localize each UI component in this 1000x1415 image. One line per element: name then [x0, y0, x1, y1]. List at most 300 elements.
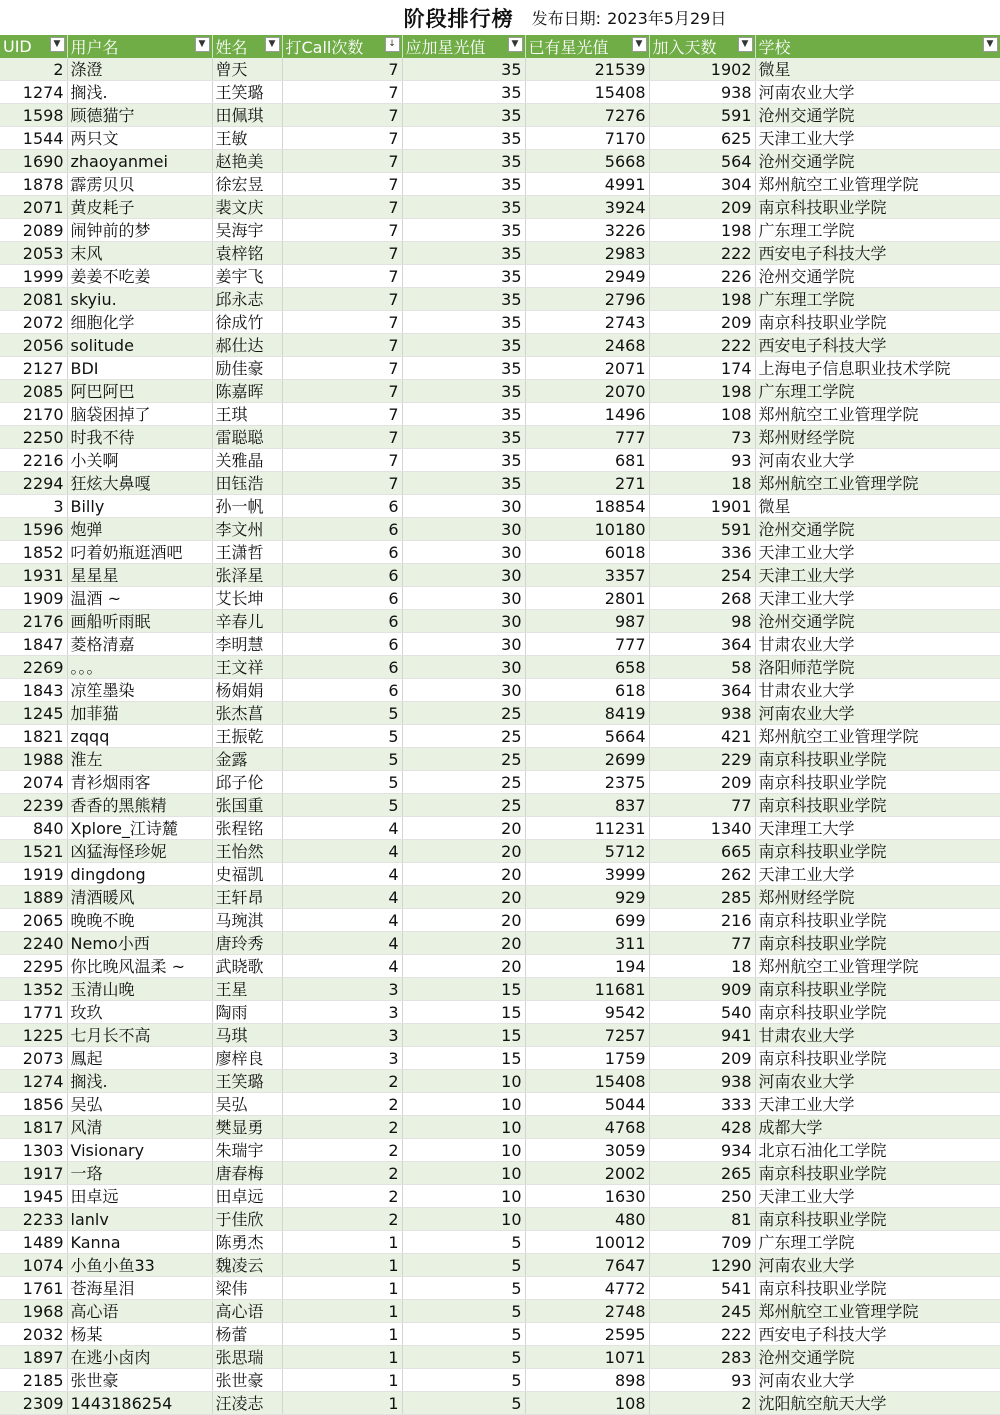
table-row: [0, 886, 1000, 909]
cell-star-owned: 7170: [525, 127, 649, 150]
cell-realname: 吴弘: [212, 1093, 282, 1116]
cell-realname: 吴海宇: [212, 219, 282, 242]
cell-star-owned: 3357: [525, 564, 649, 587]
cell-username: 菱格清嘉: [67, 633, 212, 656]
cell-star-to-add: 35: [402, 334, 525, 357]
cell-uid: 1544: [0, 127, 67, 150]
cell-uid: 1945: [0, 1185, 67, 1208]
cell-school: 南京科技职业学院: [755, 932, 1000, 955]
cell-star-to-add: 10: [402, 1093, 525, 1116]
cell-call-count: 7: [282, 334, 402, 357]
cell-realname: 金露: [212, 748, 282, 771]
cell-days-joined: 364: [649, 679, 755, 702]
cell-star-owned: 658: [525, 656, 649, 679]
cell-star-owned: 5668: [525, 150, 649, 173]
filter-dropdown-icon[interactable]: ▼: [508, 37, 523, 52]
publish-date: 2023年5月29日: [607, 9, 727, 28]
cell-star-to-add: 10: [402, 1139, 525, 1162]
cell-uid: 1274: [0, 81, 67, 104]
cell-school: 南京科技职业学院: [755, 1047, 1000, 1070]
cell-uid: 1771: [0, 1001, 67, 1024]
table-row: [0, 541, 1000, 564]
cell-realname: 辛春儿: [212, 610, 282, 633]
column-header-label: UID: [3, 37, 32, 56]
cell-realname: 陈勇杰: [212, 1231, 282, 1254]
ranking-table: [0, 35, 1000, 1415]
table-row: [0, 1047, 1000, 1070]
cell-star-owned: 777: [525, 426, 649, 449]
cell-star-owned: 6018: [525, 541, 649, 564]
cell-realname: 王文祥: [212, 656, 282, 679]
cell-star-to-add: 25: [402, 702, 525, 725]
cell-days-joined: 2: [649, 1392, 755, 1415]
cell-uid: 2176: [0, 610, 67, 633]
cell-call-count: 7: [282, 127, 402, 150]
cell-school: 郑州航空工业管理学院: [755, 725, 1000, 748]
cell-username: 涤澄: [67, 58, 212, 81]
table-row: [0, 81, 1000, 104]
cell-call-count: 1: [282, 1323, 402, 1346]
cell-star-to-add: 35: [402, 58, 525, 81]
cell-call-count: 6: [282, 656, 402, 679]
cell-uid: 1999: [0, 265, 67, 288]
cell-star-to-add: 30: [402, 587, 525, 610]
cell-username: 狂炫大鼻嘎: [67, 472, 212, 495]
cell-call-count: 4: [282, 932, 402, 955]
cell-star-to-add: 35: [402, 472, 525, 495]
cell-call-count: 7: [282, 265, 402, 288]
cell-realname: 徐宏昱: [212, 173, 282, 196]
table-row: [0, 978, 1000, 1001]
cell-days-joined: 1902: [649, 58, 755, 81]
cell-realname: 李文州: [212, 518, 282, 541]
cell-star-owned: 1496: [525, 403, 649, 426]
cell-school: 西安电子科技大学: [755, 334, 1000, 357]
cell-days-joined: 222: [649, 1323, 755, 1346]
cell-uid: 1856: [0, 1093, 67, 1116]
cell-call-count: 4: [282, 863, 402, 886]
publish-date-label: 发布日期:: [531, 9, 602, 28]
cell-star-owned: 3226: [525, 219, 649, 242]
cell-username: Xplore_江诗麓: [67, 817, 212, 840]
cell-username: 苍海星泪: [67, 1277, 212, 1300]
cell-username: 七月长不高: [67, 1024, 212, 1047]
sort-descending-filter-icon[interactable]: ↓: [385, 37, 400, 52]
cell-username: 小关啊: [67, 449, 212, 472]
cell-star-to-add: 25: [402, 794, 525, 817]
table-row: [0, 1185, 1000, 1208]
column-header-label: 姓名: [215, 38, 248, 57]
cell-uid: 2240: [0, 932, 67, 955]
cell-realname: 杨娟娟: [212, 679, 282, 702]
cell-school: 微星: [755, 495, 1000, 518]
cell-realname: 魏凌云: [212, 1254, 282, 1277]
cell-call-count: 3: [282, 1047, 402, 1070]
cell-realname: 裴文庆: [212, 196, 282, 219]
cell-star-to-add: 5: [402, 1300, 525, 1323]
table-row: [0, 265, 1000, 288]
cell-realname: 郝仕达: [212, 334, 282, 357]
cell-call-count: 6: [282, 679, 402, 702]
cell-realname: 陶雨: [212, 1001, 282, 1024]
cell-uid: 2085: [0, 380, 67, 403]
cell-username: 两只文: [67, 127, 212, 150]
cell-star-to-add: 5: [402, 1392, 525, 1415]
cell-star-to-add: 5: [402, 1277, 525, 1300]
cell-days-joined: 336: [649, 541, 755, 564]
cell-uid: 2294: [0, 472, 67, 495]
column-header-label: 加入天数: [652, 38, 717, 57]
cell-call-count: 7: [282, 219, 402, 242]
cell-star-to-add: 35: [402, 81, 525, 104]
cell-school: 沧州交通学院: [755, 104, 1000, 127]
cell-school: 天津理工大学: [755, 817, 1000, 840]
table-row: [0, 1162, 1000, 1185]
cell-star-owned: 108: [525, 1392, 649, 1415]
cell-username: 淮左: [67, 748, 212, 771]
table-row: [0, 1116, 1000, 1139]
cell-star-owned: 5712: [525, 840, 649, 863]
cell-school: 南京科技职业学院: [755, 1277, 1000, 1300]
cell-username: 鳳起: [67, 1047, 212, 1070]
cell-uid: 1690: [0, 150, 67, 173]
cell-uid: 1878: [0, 173, 67, 196]
cell-call-count: 6: [282, 518, 402, 541]
cell-call-count: 1: [282, 1346, 402, 1369]
cell-star-owned: 5044: [525, 1093, 649, 1116]
cell-realname: 王振乾: [212, 725, 282, 748]
cell-star-owned: 618: [525, 679, 649, 702]
cell-school: 沧州交通学院: [755, 150, 1000, 173]
cell-star-to-add: 35: [402, 380, 525, 403]
cell-username: zhaoyanmei: [67, 150, 212, 173]
cell-school: 沧州交通学院: [755, 518, 1000, 541]
cell-star-to-add: 20: [402, 932, 525, 955]
cell-star-to-add: 15: [402, 1024, 525, 1047]
cell-star-to-add: 5: [402, 1346, 525, 1369]
filter-dropdown-icon[interactable]: ▼: [50, 37, 65, 52]
cell-days-joined: 209: [649, 1047, 755, 1070]
cell-star-owned: 3999: [525, 863, 649, 886]
cell-school: 天津工业大学: [755, 564, 1000, 587]
filter-dropdown-icon[interactable]: ▼: [265, 37, 280, 52]
cell-days-joined: 1290: [649, 1254, 755, 1277]
table-row: [0, 472, 1000, 495]
title-bar: [0, 0, 1000, 35]
cell-star-owned: 1630: [525, 1185, 649, 1208]
cell-call-count: 7: [282, 403, 402, 426]
cell-uid: 1917: [0, 1162, 67, 1185]
column-header-label: 已有星光值: [528, 38, 609, 57]
cell-school: 微星: [755, 58, 1000, 81]
table-row: [0, 702, 1000, 725]
cell-username: 叼着奶瓶逛酒吧: [67, 541, 212, 564]
cell-star-owned: 1759: [525, 1047, 649, 1070]
cell-days-joined: 209: [649, 771, 755, 794]
cell-school: 南京科技职业学院: [755, 311, 1000, 334]
column-header-label: 打Call次数: [285, 38, 364, 57]
cell-school: 沈阳航空航天大学: [755, 1392, 1000, 1415]
cell-username: 黄皮耗子: [67, 196, 212, 219]
filter-dropdown-icon[interactable]: ▼: [738, 37, 753, 52]
cell-school: 郑州航空工业管理学院: [755, 1300, 1000, 1323]
cell-star-owned: 2070: [525, 380, 649, 403]
cell-uid: 2065: [0, 909, 67, 932]
cell-days-joined: 591: [649, 518, 755, 541]
cell-days-joined: 58: [649, 656, 755, 679]
cell-call-count: 7: [282, 81, 402, 104]
cell-school: 郑州财经学院: [755, 886, 1000, 909]
cell-days-joined: 364: [649, 633, 755, 656]
cell-star-owned: 2949: [525, 265, 649, 288]
cell-star-owned: 2699: [525, 748, 649, 771]
cell-uid: 1074: [0, 1254, 67, 1277]
cell-star-to-add: 35: [402, 311, 525, 334]
column-header-username: [67, 35, 212, 58]
table-row: [0, 748, 1000, 771]
cell-realname: 张世豪: [212, 1369, 282, 1392]
cell-realname: 邱子伦: [212, 771, 282, 794]
cell-star-to-add: 30: [402, 633, 525, 656]
cell-star-owned: 929: [525, 886, 649, 909]
cell-username: dingdong: [67, 863, 212, 886]
cell-star-owned: 2002: [525, 1162, 649, 1185]
cell-days-joined: 250: [649, 1185, 755, 1208]
cell-star-owned: 2468: [525, 334, 649, 357]
cell-username: 玉清山晚: [67, 978, 212, 1001]
cell-realname: 陈嘉晖: [212, 380, 282, 403]
cell-realname: 王敏: [212, 127, 282, 150]
cell-call-count: 7: [282, 104, 402, 127]
table-row: [0, 656, 1000, 679]
cell-days-joined: 938: [649, 1070, 755, 1093]
cell-realname: 王怡然: [212, 840, 282, 863]
cell-username: Billy: [67, 495, 212, 518]
cell-uid: 840: [0, 817, 67, 840]
cell-call-count: 7: [282, 426, 402, 449]
cell-username: solitude: [67, 334, 212, 357]
table-body: [0, 58, 1000, 1415]
cell-username: 清酒暖风: [67, 886, 212, 909]
cell-days-joined: 198: [649, 380, 755, 403]
cell-school: 上海电子信息职业技术学院: [755, 357, 1000, 380]
cell-star-owned: 699: [525, 909, 649, 932]
table-row: [0, 334, 1000, 357]
cell-uid: 2233: [0, 1208, 67, 1231]
cell-star-owned: 18854: [525, 495, 649, 518]
cell-school: 南京科技职业学院: [755, 794, 1000, 817]
cell-star-to-add: 5: [402, 1231, 525, 1254]
cell-days-joined: 18: [649, 955, 755, 978]
cell-call-count: 4: [282, 886, 402, 909]
cell-call-count: 1: [282, 1277, 402, 1300]
cell-school: 甘肃农业大学: [755, 633, 1000, 656]
cell-school: 河南农业大学: [755, 702, 1000, 725]
cell-uid: 1817: [0, 1116, 67, 1139]
cell-realname: 关雅晶: [212, 449, 282, 472]
cell-uid: 1245: [0, 702, 67, 725]
cell-star-to-add: 35: [402, 219, 525, 242]
cell-star-owned: 2595: [525, 1323, 649, 1346]
cell-school: 成都大学: [755, 1116, 1000, 1139]
cell-uid: 1968: [0, 1300, 67, 1323]
cell-username: 香香的黑熊精: [67, 794, 212, 817]
cell-call-count: 1: [282, 1300, 402, 1323]
cell-realname: 王潇哲: [212, 541, 282, 564]
cell-school: 沧州交通学院: [755, 265, 1000, 288]
cell-school: 郑州航空工业管理学院: [755, 403, 1000, 426]
table-row: [0, 426, 1000, 449]
cell-uid: 2081: [0, 288, 67, 311]
cell-school: 郑州航空工业管理学院: [755, 173, 1000, 196]
table-row: [0, 357, 1000, 380]
cell-call-count: 2: [282, 1208, 402, 1231]
cell-call-count: 6: [282, 541, 402, 564]
column-header-star-to-add: [402, 35, 525, 58]
cell-username: 画船听雨眠: [67, 610, 212, 633]
table-row: [0, 587, 1000, 610]
cell-uid: 2056: [0, 334, 67, 357]
cell-days-joined: 421: [649, 725, 755, 748]
cell-school: 天津工业大学: [755, 587, 1000, 610]
cell-username: 小鱼小鱼33: [67, 1254, 212, 1277]
table-row: [0, 1139, 1000, 1162]
cell-realname: 张杰菖: [212, 702, 282, 725]
cell-star-owned: 10012: [525, 1231, 649, 1254]
cell-call-count: 7: [282, 357, 402, 380]
cell-realname: 张思瑞: [212, 1346, 282, 1369]
cell-realname: 王星: [212, 978, 282, 1001]
cell-days-joined: 93: [649, 1369, 755, 1392]
cell-star-to-add: 15: [402, 978, 525, 1001]
cell-school: 沧州交通学院: [755, 1346, 1000, 1369]
cell-call-count: 5: [282, 771, 402, 794]
cell-username: BDI: [67, 357, 212, 380]
cell-school: 广东理工学院: [755, 288, 1000, 311]
cell-school: 河南农业大学: [755, 449, 1000, 472]
cell-star-to-add: 5: [402, 1254, 525, 1277]
cell-star-to-add: 20: [402, 817, 525, 840]
cell-uid: 1598: [0, 104, 67, 127]
cell-username: 霹雳贝贝: [67, 173, 212, 196]
cell-uid: 1909: [0, 587, 67, 610]
cell-star-to-add: 10: [402, 1070, 525, 1093]
column-header-star-owned: [525, 35, 649, 58]
cell-uid: 1988: [0, 748, 67, 771]
table-row: [0, 1254, 1000, 1277]
cell-username: 末风: [67, 242, 212, 265]
cell-school: 广东理工学院: [755, 380, 1000, 403]
cell-username: Nemo小西: [67, 932, 212, 955]
cell-star-owned: 2743: [525, 311, 649, 334]
table-row: [0, 1093, 1000, 1116]
cell-days-joined: 268: [649, 587, 755, 610]
cell-star-to-add: 10: [402, 1185, 525, 1208]
cell-call-count: 5: [282, 702, 402, 725]
table-row: [0, 1277, 1000, 1300]
cell-realname: 张程铭: [212, 817, 282, 840]
cell-star-to-add: 25: [402, 725, 525, 748]
cell-school: 甘肃农业大学: [755, 679, 1000, 702]
column-header-uid: [0, 35, 67, 58]
cell-star-owned: 5664: [525, 725, 649, 748]
table-row: [0, 449, 1000, 472]
cell-school: 南京科技职业学院: [755, 1162, 1000, 1185]
cell-uid: 1274: [0, 1070, 67, 1093]
cell-days-joined: 265: [649, 1162, 755, 1185]
cell-star-owned: 2801: [525, 587, 649, 610]
cell-uid: 1889: [0, 886, 67, 909]
cell-star-owned: 7647: [525, 1254, 649, 1277]
table-row: [0, 219, 1000, 242]
cell-uid: 1847: [0, 633, 67, 656]
cell-uid: 1897: [0, 1346, 67, 1369]
column-header-label: 用户名: [70, 38, 119, 57]
cell-realname: 武晓歌: [212, 955, 282, 978]
cell-school: 南京科技职业学院: [755, 840, 1000, 863]
cell-call-count: 7: [282, 173, 402, 196]
cell-uid: 2185: [0, 1369, 67, 1392]
filter-dropdown-icon[interactable]: ▼: [632, 37, 647, 52]
cell-username: 时我不待: [67, 426, 212, 449]
cell-username: zqqq: [67, 725, 212, 748]
cell-call-count: 4: [282, 840, 402, 863]
cell-star-owned: 4768: [525, 1116, 649, 1139]
cell-call-count: 7: [282, 472, 402, 495]
cell-realname: 马琬淇: [212, 909, 282, 932]
cell-school: 西安电子科技大学: [755, 242, 1000, 265]
cell-uid: 1352: [0, 978, 67, 1001]
cell-realname: 梁伟: [212, 1277, 282, 1300]
table-row: [0, 1300, 1000, 1323]
cell-realname: 赵艳美: [212, 150, 282, 173]
cell-school: 南京科技职业学院: [755, 748, 1000, 771]
table-row: [0, 495, 1000, 518]
cell-star-to-add: 25: [402, 748, 525, 771]
cell-call-count: 4: [282, 817, 402, 840]
cell-school: 郑州航空工业管理学院: [755, 472, 1000, 495]
cell-star-owned: 9542: [525, 1001, 649, 1024]
cell-star-to-add: 30: [402, 564, 525, 587]
cell-username: 脑袋困掉了: [67, 403, 212, 426]
cell-days-joined: 283: [649, 1346, 755, 1369]
filter-dropdown-icon[interactable]: ▼: [983, 37, 998, 52]
cell-star-owned: 2071: [525, 357, 649, 380]
cell-star-to-add: 20: [402, 886, 525, 909]
cell-realname: 邱永志: [212, 288, 282, 311]
cell-uid: 1303: [0, 1139, 67, 1162]
cell-uid: 2071: [0, 196, 67, 219]
cell-star-owned: 15408: [525, 81, 649, 104]
table-row: [0, 127, 1000, 150]
cell-days-joined: 222: [649, 334, 755, 357]
cell-days-joined: 564: [649, 150, 755, 173]
cell-school: 北京石油化工学院: [755, 1139, 1000, 1162]
cell-uid: 2127: [0, 357, 67, 380]
cell-realname: 张泽星: [212, 564, 282, 587]
cell-realname: 袁梓铭: [212, 242, 282, 265]
cell-uid: 2072: [0, 311, 67, 334]
cell-uid: 1596: [0, 518, 67, 541]
cell-star-owned: 7257: [525, 1024, 649, 1047]
cell-star-to-add: 35: [402, 288, 525, 311]
cell-realname: 杨蕾: [212, 1323, 282, 1346]
cell-username: 晚晚不晚: [67, 909, 212, 932]
filter-dropdown-icon[interactable]: ▼: [195, 37, 210, 52]
cell-uid: 1489: [0, 1231, 67, 1254]
table-row: [0, 104, 1000, 127]
cell-username: 。。。: [67, 656, 212, 679]
